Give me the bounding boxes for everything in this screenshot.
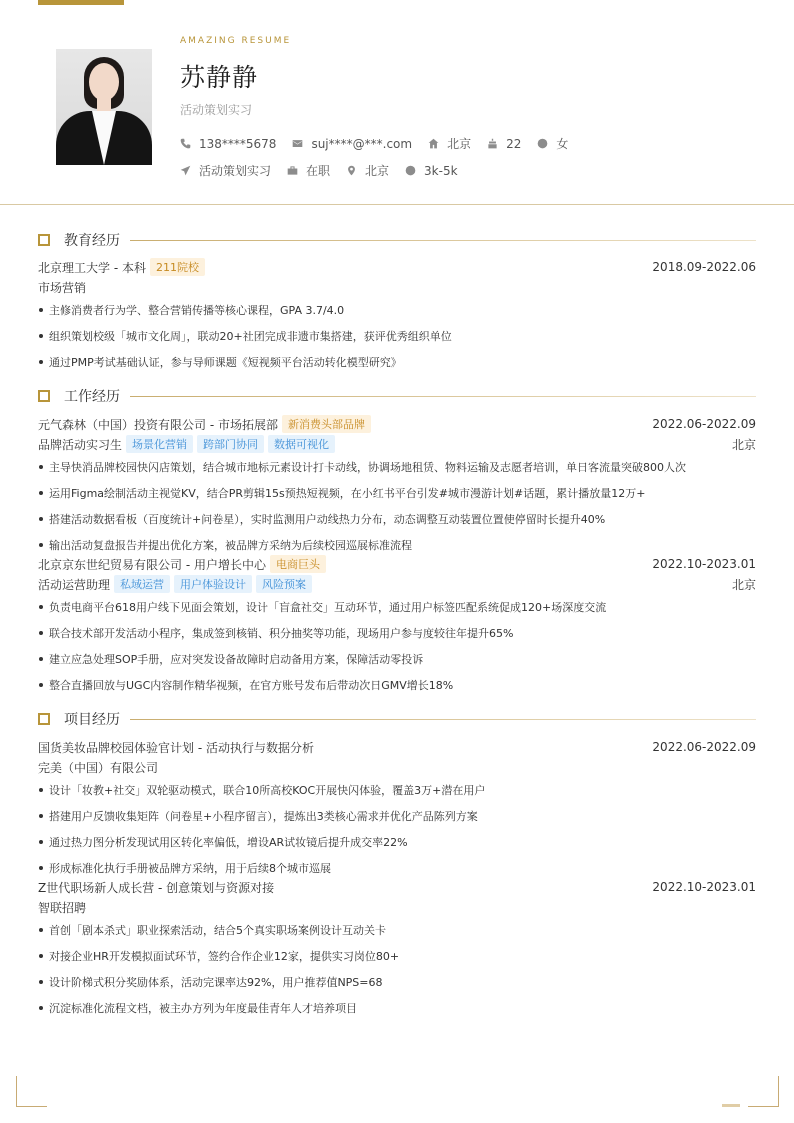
list-item: 主导快消品牌校园快闪店策划，结合城市地标元素设计打卡动线，协调场地租赁、物料运输及志愿者培训，单日客流量突破800人次 <box>38 454 756 480</box>
intent-position-text: 活动策划实习 <box>199 164 272 178</box>
list-item: 组织策划校级「城市文化周」，联动20+社团完成非遗市集搭建，获评优秀组织单位 <box>38 323 756 349</box>
salary-icon <box>405 165 416 176</box>
work-date: 2022.10-2023.01 <box>652 557 756 571</box>
list-item: 形成标准化执行手册被品牌方采纳，用于后续8个城市巡展 <box>38 855 756 881</box>
mail-icon <box>292 138 303 149</box>
phone-text: 138****5678 <box>199 136 277 151</box>
list-item: 首创「剧本杀式」职业探索活动，结合5个真实职场案例设计互动关卡 <box>38 917 756 943</box>
gender-text: 女 <box>556 137 569 151</box>
list-item: 联合技术部开发活动小程序，集成签到核销、积分抽奖等功能，现场用户参与度较往年提升65% <box>38 620 756 646</box>
company-name: 北京京东世纪贸易有限公司 - 用户增长中心 <box>38 557 266 572</box>
list-item: 搭建用户反馈收集矩阵（问卷星+小程序留言），提炼出3类核心需求并优化产品陈列方案 <box>38 803 756 829</box>
candidate-name: 苏静静 <box>180 63 259 92</box>
list-item: 主修消费者行为学、整合营销传播等核心课程，GPA 3.7/4.0 <box>38 297 756 323</box>
major: 市场营销 <box>38 280 87 295</box>
work-location: 北京 <box>731 577 756 592</box>
intent-city-item <box>346 162 389 179</box>
list-item: 运用Figma绘制活动主视觉KV，结合PR剪辑15s预热短视频，在小红书平台引发#城市漫游计划#话题，累计播放量12万+ <box>38 480 756 506</box>
home-icon <box>428 138 439 149</box>
skill-tag: 跨部门协同 <box>197 435 264 453</box>
project-title: 国货美妆品牌校园体验官计划 - 活动执行与数据分析 <box>38 740 314 755</box>
skill-tag: 私域运营 <box>114 575 170 593</box>
location-icon <box>346 165 357 176</box>
work-date: 2022.06-2022.09 <box>652 417 756 431</box>
job-intent-row <box>180 162 474 179</box>
list-item: 沉淀标准化流程文档，被主办方列为年度最佳青年人才培养项目 <box>38 995 756 1021</box>
intent-city-text: 北京 <box>365 164 390 178</box>
cake-icon <box>487 138 498 149</box>
section-line <box>130 396 756 397</box>
age-text: 22 <box>506 136 522 151</box>
top-accent-bar <box>38 0 124 5</box>
gender-icon <box>537 138 548 149</box>
list-item: 整合直播回放与UGC内容制作精华视频，在官方账号发布后带动次日GMV增长18% <box>38 672 756 698</box>
section-title: 教育经历 <box>64 233 120 249</box>
hometown-text: 北京 <box>447 137 472 151</box>
phone-item <box>180 137 276 151</box>
gender-item <box>537 135 568 152</box>
phone-icon <box>180 138 191 149</box>
education-date: 2018.09-2022.06 <box>652 260 756 274</box>
section-line <box>130 240 756 241</box>
company-tag: 电商巨头 <box>270 555 326 573</box>
contact-row <box>180 135 584 152</box>
section-square-icon <box>38 234 50 246</box>
email-text: suj****@***.com <box>311 136 413 151</box>
list-item: 设计「妆教+社交」双轮驱动模式，联合10所高校KOC开展快闪体验，覆盖3万+潜在用户 <box>38 777 756 803</box>
footer-accent-bar <box>722 1104 740 1107</box>
school-name: 北京理工大学 - 本科 <box>38 260 146 275</box>
header-divider <box>0 204 794 205</box>
list-item: 设计阶梯式积分奖励体系，活动完课率达92%，用户推荐值NPS=68 <box>38 969 756 995</box>
section-work-heading <box>38 386 756 406</box>
skill-tag: 数据可视化 <box>268 435 335 453</box>
list-item: 负责电商平台618用户线下见面会策划，设计「盲盒社交」互动环节，通过用户标签匹配系统促成120+场深度交流 <box>38 594 756 620</box>
project-entry <box>38 877 756 1021</box>
skill-tag: 风险预案 <box>256 575 312 593</box>
briefcase-icon <box>287 165 298 176</box>
work-entry <box>38 554 756 698</box>
hometown-item <box>428 135 471 152</box>
company-name: 元气森林（中国）投资有限公司 - 市场拓展部 <box>38 417 278 432</box>
job-subtitle: 活动策划实习 <box>180 103 253 117</box>
skill-tag: 场景化营销 <box>126 435 193 453</box>
list-item: 对接企业HR开发模拟面试环节，签约合作企业12家，提供实习岗位80+ <box>38 943 756 969</box>
corner-decoration-right <box>748 1076 779 1107</box>
intent-status-item <box>287 162 330 179</box>
section-title: 项目经历 <box>64 712 120 728</box>
role-title: 活动运营助理 <box>38 577 111 592</box>
email-item <box>292 137 412 151</box>
project-org: 完美（中国）有限公司 <box>38 760 159 775</box>
list-item: 通过热力图分析发现试用区转化率偏低，增设AR试妆镜后提升成交率22% <box>38 829 756 855</box>
resume-eyebrow: AMAZING RESUME <box>180 36 292 46</box>
section-line <box>130 719 756 720</box>
list-item: 建立应急处理SOP手册，应对突发设备故障时启动备用方案，保障活动零投诉 <box>38 646 756 672</box>
age-item <box>487 137 521 151</box>
section-projects-heading <box>38 709 756 729</box>
section-education-heading <box>38 230 756 250</box>
project-title: Z世代职场新人成长营 - 创意策划与资源对接 <box>38 880 275 895</box>
education-entry <box>38 257 756 375</box>
list-item: 通过PMP考试基础认证，参与导师课题《短视频平台活动转化模型研究》 <box>38 349 756 375</box>
school-tag: 211院校 <box>150 258 205 276</box>
skill-tag: 用户体验设计 <box>174 575 252 593</box>
role-title: 品牌活动实习生 <box>38 437 123 452</box>
company-tag: 新消费头部品牌 <box>282 415 371 433</box>
section-title: 工作经历 <box>64 389 120 405</box>
project-entry <box>38 737 756 881</box>
corner-decoration-left <box>16 1076 47 1107</box>
avatar <box>56 49 152 165</box>
intent-salary-item <box>405 164 458 178</box>
section-square-icon <box>38 713 50 725</box>
work-location: 北京 <box>731 437 756 452</box>
project-date: 2022.10-2023.01 <box>652 880 756 894</box>
intent-salary-text: 3k-5k <box>424 163 458 178</box>
list-item: 搭建活动数据看板（百度统计+问卷星），实时监测用户动线热力分布，动态调整互动装置位置使停留时长提升40% <box>38 506 756 532</box>
work-entry <box>38 414 756 558</box>
intent-status-text: 在职 <box>306 164 331 178</box>
project-date: 2022.06-2022.09 <box>652 740 756 754</box>
section-square-icon <box>38 390 50 402</box>
list-item: 输出活动复盘报告并提出优化方案，被品牌方采纳为后续校园巡展标准流程 <box>38 532 756 558</box>
project-org: 智联招聘 <box>38 900 87 915</box>
send-icon <box>180 165 191 176</box>
intent-position-item <box>180 162 271 179</box>
